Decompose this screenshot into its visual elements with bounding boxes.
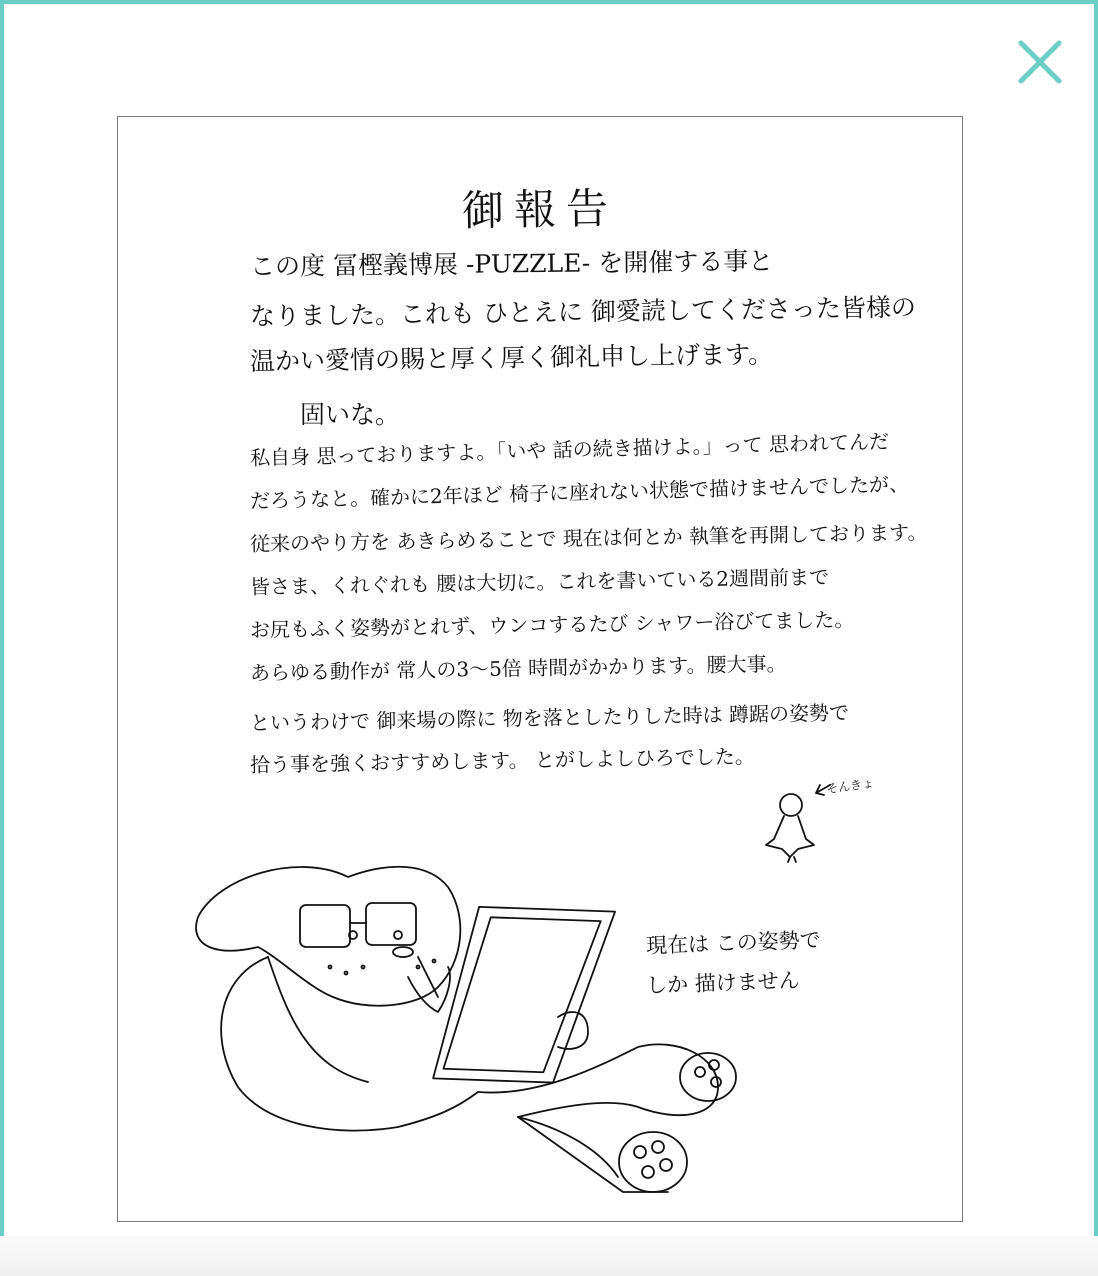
caption-line: 現在は この姿勢で (645, 927, 822, 959)
dog-character (196, 867, 736, 1192)
illustration-drawing (118, 117, 964, 1223)
letter-line: だろうなと。確かに2年ほど 椅子に座れない状態で描けませんでしたが、 (249, 471, 910, 513)
letter-line: というわけで 御来場の際に 物を落としたりした時は 蹲踞の姿勢で (249, 700, 850, 735)
letter-line: 拾う事を強くおすすめします。 とがしよしひろでした。 (249, 744, 755, 777)
sonkyo-label: そんきょ (825, 775, 875, 797)
letter-remark: 固いな。 (300, 400, 401, 429)
squatting-figure (766, 785, 830, 862)
bottom-bar (0, 1236, 1098, 1276)
letter-title: 御報告 (461, 183, 619, 236)
letter-line: お尻もふく姿勢がとれず、ウンコするたび シャワー浴びてました。 (249, 607, 855, 642)
letter-line: 皆さま、くれぐれも 腰は大切に。これを書いている2週間前まで (249, 564, 830, 599)
caption-line: しか 描けません (645, 968, 801, 998)
letter-line: この度 冨樫義博展 -PUZZLE- を開催する事と (249, 246, 774, 281)
letter-line: 従来のやり方を あきらめることで 現在は何とか 執筆を再開しております。 (249, 520, 928, 556)
close-icon (1016, 40, 1064, 84)
letter-line: なりました。これも ひとえに 御愛読してくださった皆様の (249, 292, 917, 331)
letter-line: あらゆる動作が 常人の3～5倍 時間がかかります。腰大事。 (249, 651, 787, 685)
letter-line: 温かい愛情の賜と厚く厚く御礼申し上げます。 (249, 339, 774, 376)
handwritten-letter-image (117, 116, 963, 1222)
letter-line: 私自身 思っておりますよ。「いや 話の続き描けよ。」って 思われてんだ (249, 429, 890, 470)
close-button[interactable] (1016, 40, 1064, 84)
